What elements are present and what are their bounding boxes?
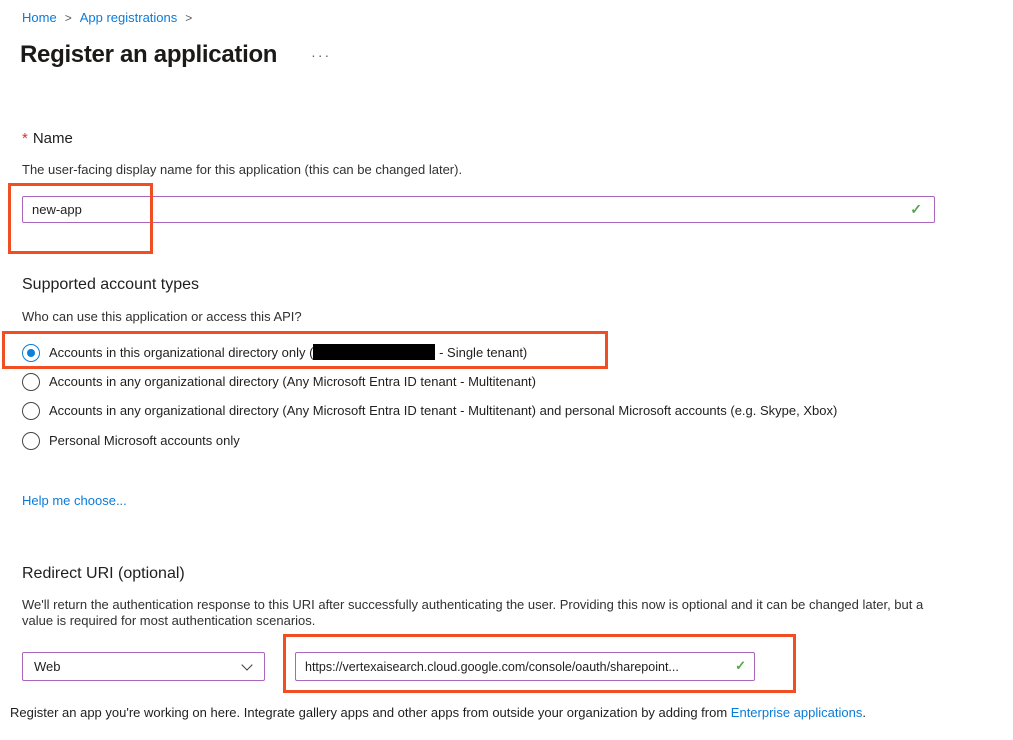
radio-option-multitenant[interactable] — [22, 372, 1013, 392]
register-footer-note — [10, 705, 1013, 720]
redirect-uri-heading: Redirect URI (optional) — [22, 565, 185, 582]
name-field-description: The user-facing display name for this application (this can be changed later). — [22, 162, 463, 177]
breadcrumb-app-registrations-link[interactable]: App registrations — [79, 10, 178, 25]
platform-select-dropdown[interactable] — [22, 652, 265, 681]
radio-option-personal-only[interactable] — [22, 431, 1013, 451]
chevron-down-icon — [241, 659, 252, 670]
radio-option-personal-only-label: Personal Microsoft accounts only — [49, 433, 240, 448]
radio-option-single-tenant[interactable] — [22, 343, 1013, 363]
name-valid-check-icon: ✓ — [910, 201, 922, 217]
radio-option-multitenant-label: Accounts in any organizational directory (Any Microsoft Entra ID tenant - Multitenant) — [49, 374, 536, 389]
required-asterisk: * — [22, 130, 28, 147]
radio-unselected-icon[interactable] — [22, 432, 40, 450]
breadcrumb — [22, 10, 1013, 26]
footer-text: Register an app you're working on here. Integrate gallery apps and other apps from outside your organization by adding from — [10, 705, 731, 720]
breadcrumb-separator-icon: > — [64, 11, 72, 25]
platform-select-value: Web — [34, 659, 61, 674]
footer-period: . — [862, 705, 866, 720]
radio-option-multitenant-personal[interactable] — [22, 401, 1013, 421]
uri-valid-check-icon: ✓ — [735, 658, 746, 673]
enterprise-applications-link[interactable]: Enterprise applications — [730, 705, 863, 720]
breadcrumb-separator-icon: > — [185, 11, 193, 25]
supported-account-types-heading: Supported account types — [22, 276, 200, 293]
radio-unselected-icon[interactable] — [22, 373, 40, 391]
more-options-ellipsis-icon[interactable]: ··· — [311, 47, 332, 63]
account-types-question: Who can use this application or access this API? — [22, 309, 302, 324]
radio-unselected-icon[interactable] — [22, 402, 40, 420]
redacted-tenant-name — [313, 344, 435, 360]
page-title: Register an application — [20, 41, 278, 68]
account-type-radio-group — [22, 343, 1013, 451]
page-title-row — [20, 40, 1013, 70]
redirect-uri-row — [22, 652, 1013, 681]
app-name-input[interactable] — [22, 196, 935, 223]
name-field-label — [22, 130, 1013, 147]
breadcrumb-home-link[interactable]: Home — [22, 10, 57, 25]
radio-option-multitenant-personal-label: Accounts in any organizational directory (Any Microsoft Entra ID tenant - Multitenant) and personal Microsoft accounts (e.g. Skype, Xbox) — [49, 403, 838, 418]
help-me-choose-link[interactable]: Help me choose... — [22, 493, 127, 508]
redirect-uri-input[interactable] — [295, 652, 755, 681]
redirect-uri-description: We'll return the authentication response to this URI after successfully authenticating the user. Providing this now is optional and it can be changed later, but a value is required for most authentication scenarios. — [22, 597, 924, 628]
name-input-container — [22, 196, 935, 223]
radio-selected-icon[interactable] — [22, 344, 40, 362]
redirect-uri-input-container — [295, 652, 755, 681]
radio-option-single-tenant-label: Accounts in this organizational directory only ( - Single tenant) — [49, 345, 528, 360]
name-label-text: Name — [32, 130, 73, 147]
